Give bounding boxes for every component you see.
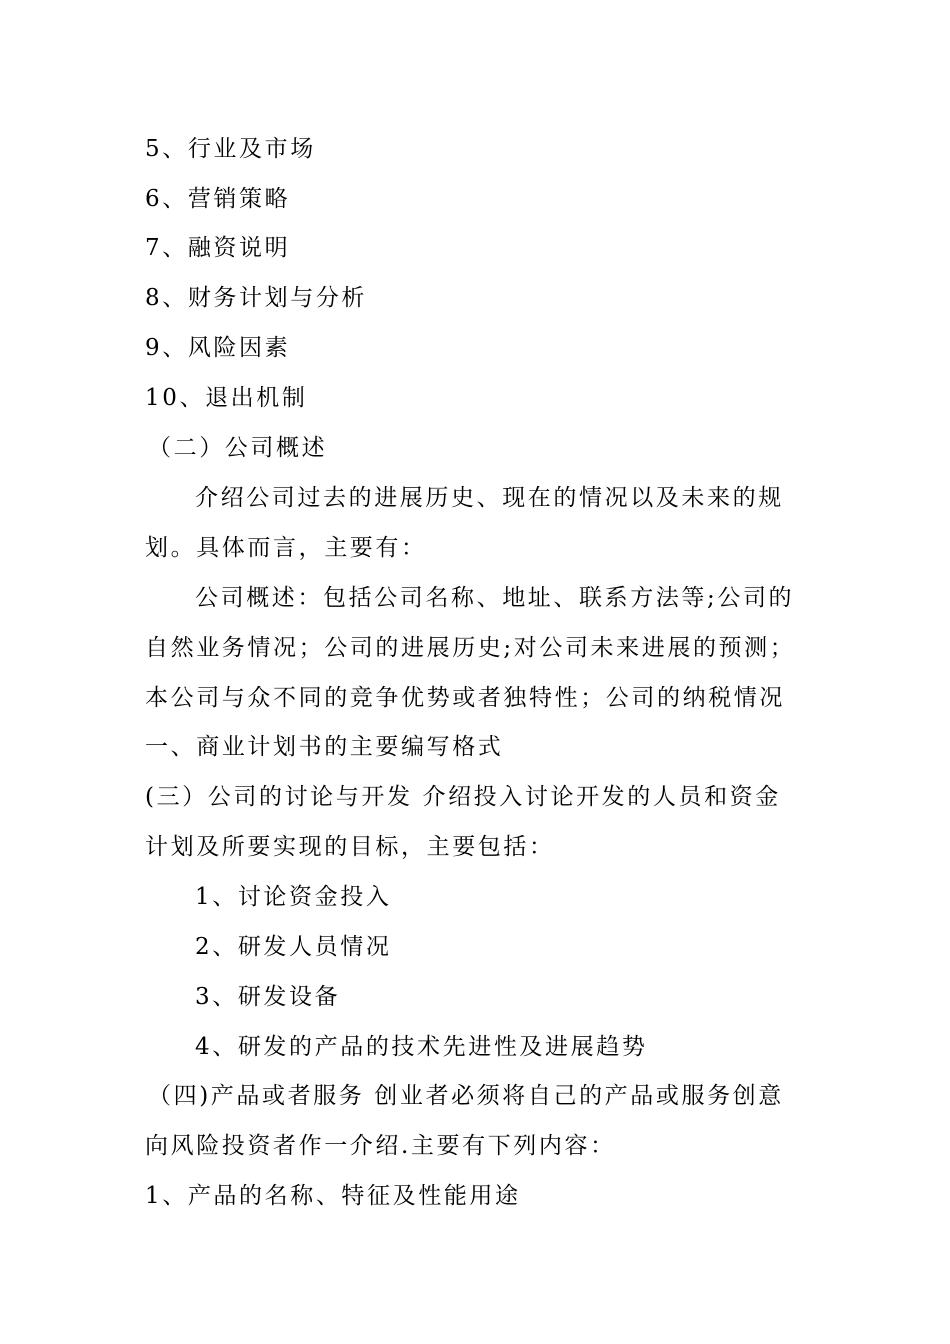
paragraph-line: 向风险投资者作一介绍.主要有下列内容： [145,1133,616,1159]
list-item-financial-plan: 8、财务计划与分析 [145,285,368,311]
list-item-research-funding: 1、讨论资金投入 [195,884,392,910]
paragraph-line: 公司概述：包括公司名称、地址、联系方法等;公司的 [195,585,795,611]
list-item-marketing-strategy: 6、营销策略 [145,186,291,212]
section-heading-company-overview: （二）公司概述 [148,435,328,461]
paragraph-line: 介绍公司过去的进展历史、现在的情况以及未来的规 [195,485,784,511]
list-item-rnd-equipment: 3、研发设备 [195,984,341,1010]
paragraph-line: 本公司与众不同的竞争优势或者独特性；公司的纳税情况 [145,685,785,711]
list-item-tech-trend: 4、研发的产品的技术先进性及进展趋势 [195,1034,648,1060]
paragraph-line: 划。具体而言，主要有： [145,535,427,561]
list-item-product-name: 1、产品的名称、特征及性能用途 [145,1183,521,1209]
section-heading-format: 一、商业计划书的主要编写格式 [145,734,504,760]
list-item-financing: 7、融资说明 [145,235,291,261]
list-item-risk-factors: 9、风险因素 [145,335,291,361]
list-item-exit-mechanism: 10、退出机制 [145,385,308,411]
list-item-rnd-personnel: 2、研发人员情况 [195,934,392,960]
paragraph-line: 计划及所要实现的目标，主要包括： [145,834,555,860]
section-heading-products: （四)产品或者服务 创业者必须将自己的产品或服务创意 [148,1083,784,1109]
section-heading-rnd: (三）公司的讨论与开发 介绍投入讨论开发的人员和资金 [145,784,781,810]
list-item-industry-market: 5、行业及市场 [145,136,316,162]
paragraph-line: 自然业务情况；公司的进展历史;对公司未来进展的预测； [145,635,796,661]
